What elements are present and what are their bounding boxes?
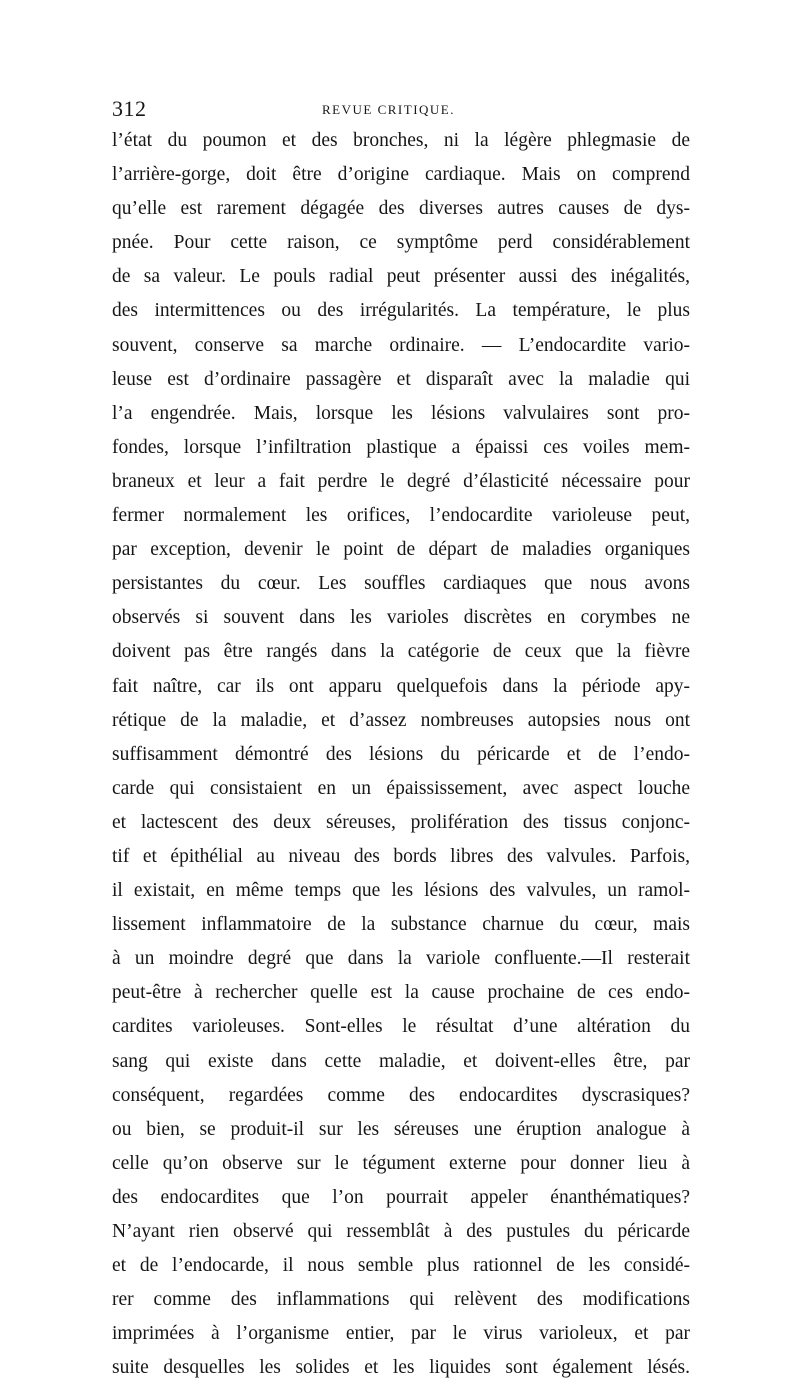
text-line: N’ayant rien observé qui ressemblât à des pustules du péricarde [112,1221,690,1242]
text-line: peut-être à rechercher quelle est la cause prochaine de ces endo- [112,982,690,1004]
text-line: suite desquelles les solides et les liquides sont également lésés. [112,1357,690,1379]
text-line: braneux et leur a fait perdre le degré d’élasticité nécessaire pour [112,470,690,492]
text-line: qu’elle est rarement dégagée des diverses autres causes de dys- [112,198,690,220]
body-text [112,124,690,1385]
text-line: fait naître, car ils ont apparu quelquefois dans la période apy- [112,675,690,697]
text-line: l’arrière-gorge, doit être d’origine cardiaque. Mais on comprend [112,164,690,186]
text-line: cardites varioleuses. Sont-elles le résultat d’une altération du [112,1016,690,1038]
text-line: sang qui existe dans cette maladie, et doivent-elles être, par [112,1050,690,1072]
text-line: des intermittences ou des irrégularités. La température, le plus [112,300,690,322]
page-header [112,96,690,126]
text-line: et de l’endocarde, il nous semble plus rationnel de les considé- [112,1255,690,1277]
text-line: celle qu’on observe sur le tégument externe pour donner lieu à [112,1152,690,1174]
text-line: par exception, devenir le point de départ de maladies organiques [112,539,690,561]
text-line: à un moindre degré que dans la variole confluente.—Il resterait [112,948,690,970]
text-line: fermer normalement les orifices, l’endocardite varioleuse peut, [112,505,690,527]
text-line: des endocardites que l’on pourrait appeler énanthématiques? [112,1186,690,1208]
text-line: pnée. Pour cette raison, ce symptôme perd considérablement [112,232,690,254]
text-line: de sa valeur. Le pouls radial peut présenter aussi des inégalités, [112,266,690,288]
text-line: il existait, en même temps que les lésions des valvules, un ramol- [112,880,690,902]
text-line: suffisamment démontré des lésions du péricarde et de l’endo- [112,743,690,765]
text-line: fondes, lorsque l’infiltration plastique a épaissi ces voiles mem- [112,436,690,458]
text-line: tif et épithélial au niveau des bords libres des valvules. Parfois, [112,845,690,867]
text-line: ou bien, se produit-il sur les séreuses une éruption analogue à [112,1118,690,1140]
text-line: rer comme des inflammations qui relèvent des modifications [112,1289,690,1311]
text-line: et lactescent des deux séreuses, prolifération des tissus conjonc- [112,811,690,833]
running-head: REVUE CRITIQUE. [322,102,455,117]
text-line: imprimées à l’organisme entier, par le virus varioleux, et par [112,1323,690,1345]
text-line: l’a engendrée. Mais, lorsque les lésions valvulaires sont pro- [112,402,690,424]
page-number: 312 [112,96,147,121]
text-line: doivent pas être rangés dans la catégorie de ceux que la fièvre [112,641,690,663]
text-line: carde qui consistaient en un épaississement, avec aspect louche [112,777,690,799]
text-line: lissement inflammatoire de la substance charnue du cœur, mais [112,914,690,936]
text-line: souvent, conserve sa marche ordinaire. — L’endocardite vario- [112,334,690,356]
text-line: observés si souvent dans les varioles discrètes en corymbes ne [112,607,690,629]
text-line: leuse est d’ordinaire passagère et disparaît avec la maladie qui [112,368,690,390]
text-line: persistantes du cœur. Les souffles cardiaques que nous avons [112,573,690,595]
text-line: rétique de la maladie, et d’assez nombreuses autopsies nous ont [112,709,690,731]
text-line: conséquent, regardées comme des endocardites dyscrasiques? [112,1084,690,1106]
text-line: l’état du poumon et des bronches, ni la légère phlegmasie de [112,130,690,151]
